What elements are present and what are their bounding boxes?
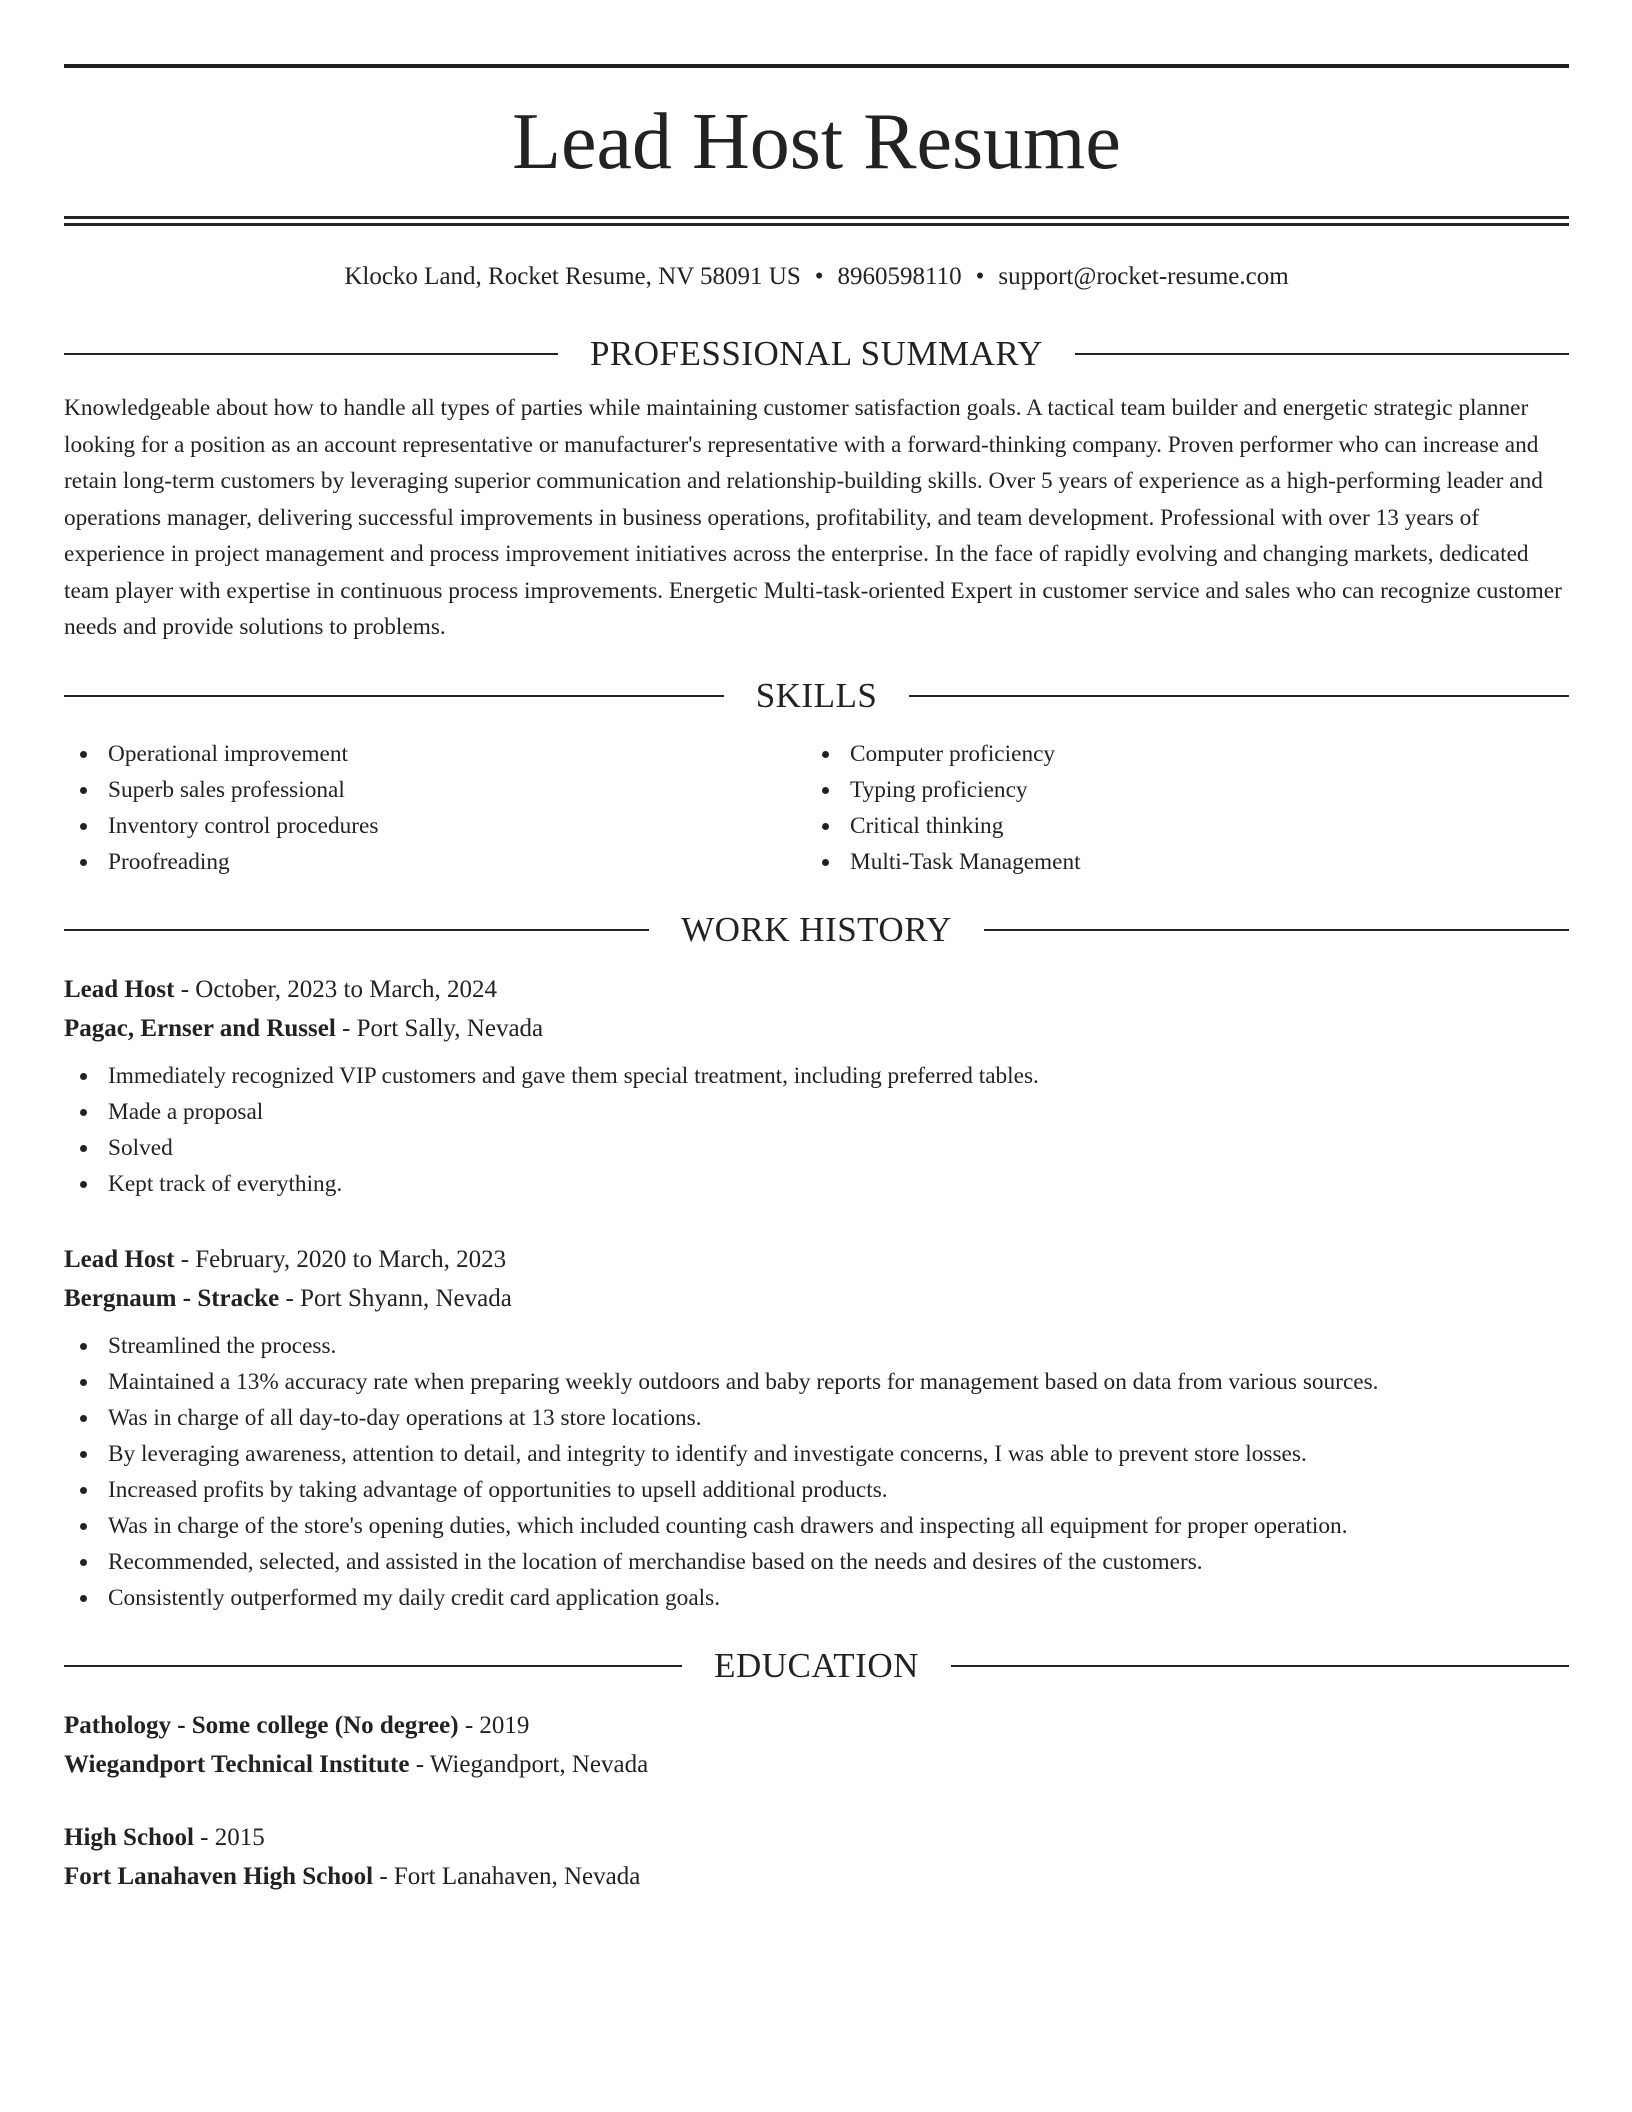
education-year: 2019: [479, 1711, 530, 1739]
section-title: SKILLS: [755, 675, 878, 715]
heading-rule: [64, 353, 558, 355]
education-school-line: [64, 1745, 1569, 1784]
skill-item: Typing proficiency: [806, 772, 1548, 808]
job-title: Lead Host: [64, 1245, 175, 1273]
education-degree-line: [64, 1818, 1569, 1857]
education-school-line: [64, 1857, 1569, 1896]
contact-email: support@rocket-resume.com: [998, 263, 1289, 290]
job-location: Port Sally, Nevada: [356, 1014, 544, 1042]
section-title: PROFESSIONAL SUMMARY: [589, 334, 1044, 373]
education-degree-line: [64, 1706, 1569, 1745]
education-school: Fort Lanahaven High School: [64, 1862, 374, 1890]
skills-column-left: [64, 736, 806, 880]
job-bullet: By leveraging awareness, attention to detail, and integrity to identify and investigate concerns, I was able to prevent store losses.: [64, 1436, 1569, 1472]
education-school: Wiegandport Technical Institute: [64, 1750, 410, 1778]
section-heading-skills: [64, 676, 1569, 716]
section-title: EDUCATION: [714, 1645, 919, 1685]
skill-item: Superb sales professional: [64, 772, 806, 808]
heading-rule: [909, 695, 1569, 697]
heading-rule: [984, 929, 1569, 931]
education-entry: [64, 1818, 1569, 1896]
job-title-line: [64, 1240, 1569, 1279]
title-double-rule: [64, 216, 1569, 226]
heading-rule: [64, 1665, 682, 1667]
job-dates: February, 2020 to March, 2023: [195, 1245, 507, 1273]
job-bullets: [64, 1058, 1569, 1202]
job-bullet: Consistently outperformed my daily credit card application goals.: [64, 1580, 1569, 1616]
job-bullets: [64, 1328, 1569, 1616]
job-entry: [64, 970, 1569, 1202]
skill-item: Inventory control procedures: [64, 808, 806, 844]
skill-item: Operational improvement: [64, 736, 806, 772]
education-entry: [64, 1706, 1569, 1784]
job-bullet: Streamlined the process.: [64, 1328, 1569, 1364]
dash: -: [409, 1750, 430, 1778]
dash: -: [458, 1711, 480, 1739]
job-entry: [64, 1240, 1569, 1616]
job-title: Lead Host: [64, 975, 175, 1003]
education-degree: Pathology - Some college (No degree): [64, 1711, 459, 1739]
job-dates: October, 2023 to March, 2024: [195, 975, 497, 1003]
dash: -: [279, 1284, 301, 1312]
job-company-line: [64, 1279, 1569, 1318]
job-bullet: Was in charge of the store's opening duties, which included counting cash drawers and inspecting all equipment for proper operation.: [64, 1508, 1569, 1544]
job-bullet: Made a proposal: [64, 1094, 1569, 1130]
skills-column-right: [806, 736, 1548, 880]
job-location: Port Shyann, Nevada: [300, 1284, 512, 1312]
job-company: Pagac, Ernser and Russel: [64, 1014, 336, 1042]
summary-paragraph: Knowledgeable about how to handle all types of parties while maintaining customer satisfaction goals. A tactical team builder and energetic strategic planner looking for a position as an account representative or manufacturer's representative with a forward-thinking company. Proven performer who can increase and retain long-term customers by leveraging superior communication and relationship-building skills. Over 5 years of experience as a high-performing leader and operations manager, delivering successful improvements in business operations, profitability, and team development. Professional with over 13 years of experience in project management and process improvement initiatives across the enterprise. In the face of rapidly evolving and changing markets, dedicated team player with expertise in continuous process improvements. Energetic Multi-task-oriented Expert in customer service and sales who can recognize customer needs and provide solutions to problems.: [64, 395, 1562, 640]
skills-list: [64, 736, 1569, 880]
job-bullet: Was in charge of all day-to-day operations at 13 store locations.: [64, 1400, 1569, 1436]
skill-item: Critical thinking: [806, 808, 1548, 844]
job-bullet: Immediately recognized VIP customers and gave them special treatment, including preferred tables.: [64, 1058, 1569, 1094]
heading-rule: [64, 695, 724, 697]
job-bullet: Kept track of everything.: [64, 1166, 1569, 1202]
section-heading-work-history: [64, 910, 1569, 950]
resume-page: [64, 64, 1569, 1896]
contact-separator: •: [814, 263, 824, 290]
page-title: Lead Host Resume: [512, 98, 1121, 186]
job-title-line: [64, 970, 1569, 1009]
job-company-line: [64, 1009, 1569, 1048]
skill-item: Computer proficiency: [806, 736, 1548, 772]
dash: -: [193, 1823, 215, 1851]
education-year: 2015: [214, 1823, 265, 1851]
contact-phone: 8960598110: [837, 263, 962, 290]
job-company: Bergnaum - Stracke: [64, 1284, 280, 1312]
education-location: Fort Lanahaven, Nevada: [393, 1862, 641, 1890]
dash: -: [373, 1862, 394, 1890]
section-heading-education: [64, 1646, 1569, 1686]
contact-separator: •: [975, 263, 985, 290]
heading-rule: [64, 929, 649, 931]
skill-item: Multi-Task Management: [806, 844, 1548, 880]
dash: -: [174, 1245, 196, 1273]
job-bullet: Recommended, selected, and assisted in the location of merchandise based on the needs and desires of the customers.: [64, 1544, 1569, 1580]
contact-address: Klocko Land, Rocket Resume, NV 58091 US: [344, 263, 801, 290]
dash: -: [174, 975, 196, 1003]
job-bullet: Solved: [64, 1130, 1569, 1166]
section-heading-summary: [64, 334, 1569, 374]
job-bullet: Maintained a 13% accuracy rate when preparing weekly outdoors and baby reports for management based on data from various sources.: [64, 1364, 1569, 1400]
dash: -: [335, 1014, 357, 1042]
section-title: WORK HISTORY: [681, 909, 952, 949]
education-degree: High School: [64, 1823, 194, 1851]
top-rule: [64, 64, 1569, 68]
skill-item: Proofreading: [64, 844, 806, 880]
heading-rule: [1075, 353, 1569, 355]
education-location: Wiegandport, Nevada: [429, 1750, 649, 1778]
heading-rule: [951, 1665, 1569, 1667]
job-bullet: Increased profits by taking advantage of opportunities to upsell additional products.: [64, 1472, 1569, 1508]
contact-line: [64, 262, 1569, 292]
